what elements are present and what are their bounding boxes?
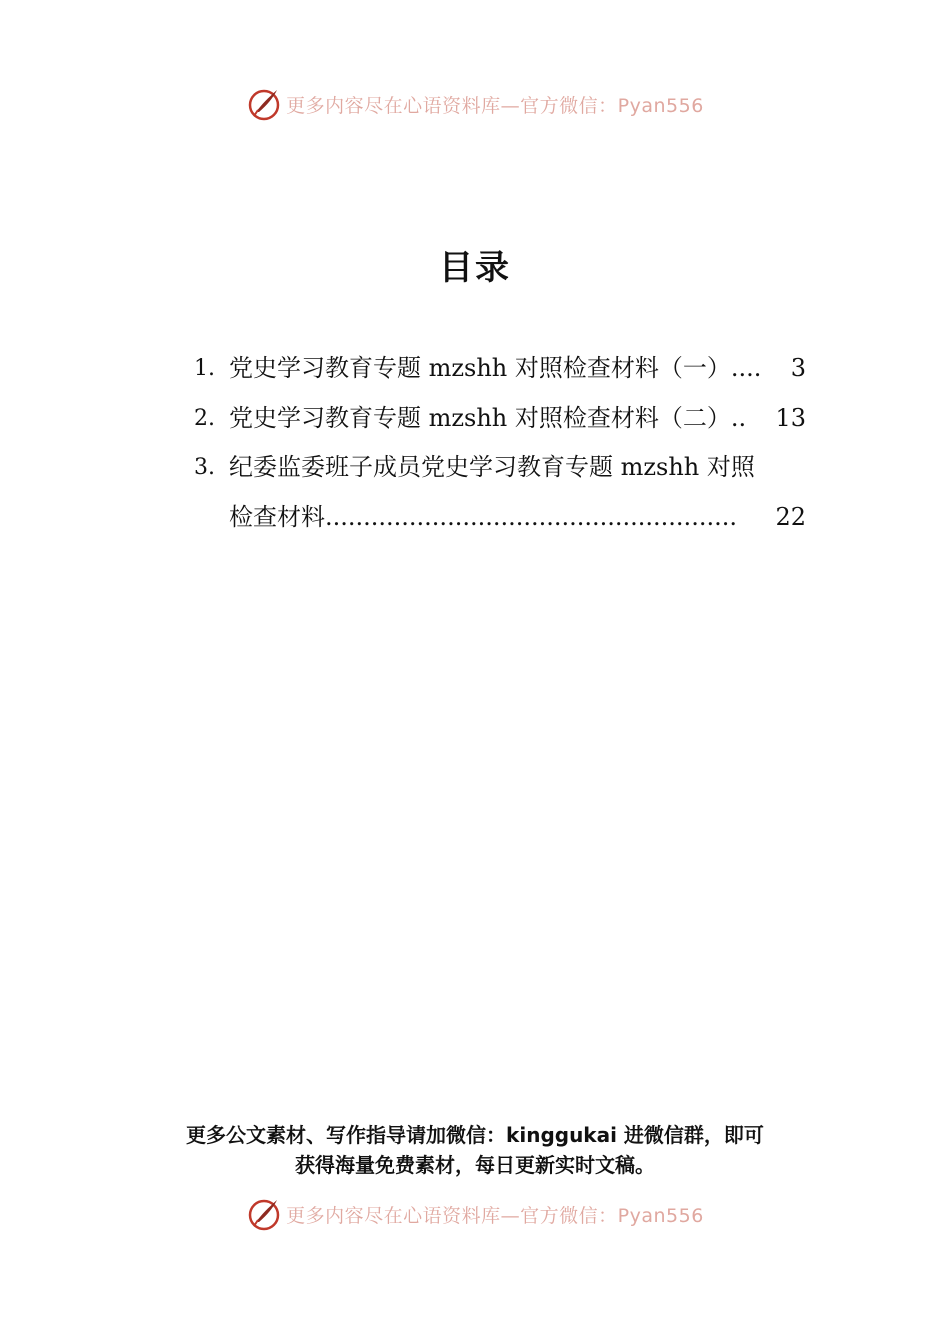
toc-entry-title: 党史学习教育专题 mzshh 对照检查材料（二）: [229, 403, 731, 432]
watermark-text: 更多内容尽在心语资料库—官方微信：Pyan556: [286, 94, 704, 117]
toc-entry-1[interactable]: [194, 344, 806, 394]
header-watermark: [0, 84, 950, 124]
quill-logo-icon: [246, 86, 282, 122]
toc-page-number: 3: [790, 354, 806, 382]
footer-promo: [0, 1120, 950, 1180]
toc-entry-3[interactable]: [194, 443, 806, 542]
toc-entry-title: 纪委监委班子成员党史学习教育专题 mzshh 对照: [229, 453, 755, 481]
toc-entry-number: 2.: [194, 405, 215, 431]
toc-entry-title-continued: 检查材料: [229, 502, 325, 531]
quill-logo-icon: [246, 1196, 282, 1232]
toc-entry-2[interactable]: [194, 394, 806, 444]
table-of-contents: [194, 344, 806, 542]
watermark-text: 更多内容尽在心语资料库—官方微信：Pyan556: [286, 1204, 704, 1227]
page-title: 目录: [439, 248, 511, 288]
footer-line-1: 更多公文素材、写作指导请加微信：kinggukai 进微信群，即可: [186, 1123, 764, 1147]
toc-page-number: 13: [775, 403, 806, 432]
toc-dot-leader: ....: [730, 354, 762, 382]
toc-entry-title: 党史学习教育专题 mzshh 对照检查材料（一）: [229, 354, 731, 382]
toc-entry-number: 3.: [194, 455, 215, 480]
toc-entry-number: 1.: [194, 356, 215, 381]
toc-dot-leader: ..: [730, 403, 747, 432]
footer-line-2: 获得海量免费素材，每日更新实时文稿。: [295, 1153, 655, 1177]
toc-page-number: 22: [775, 502, 806, 531]
footer-watermark: [0, 1194, 950, 1234]
toc-dot-leader: ......................................................: [325, 502, 737, 531]
